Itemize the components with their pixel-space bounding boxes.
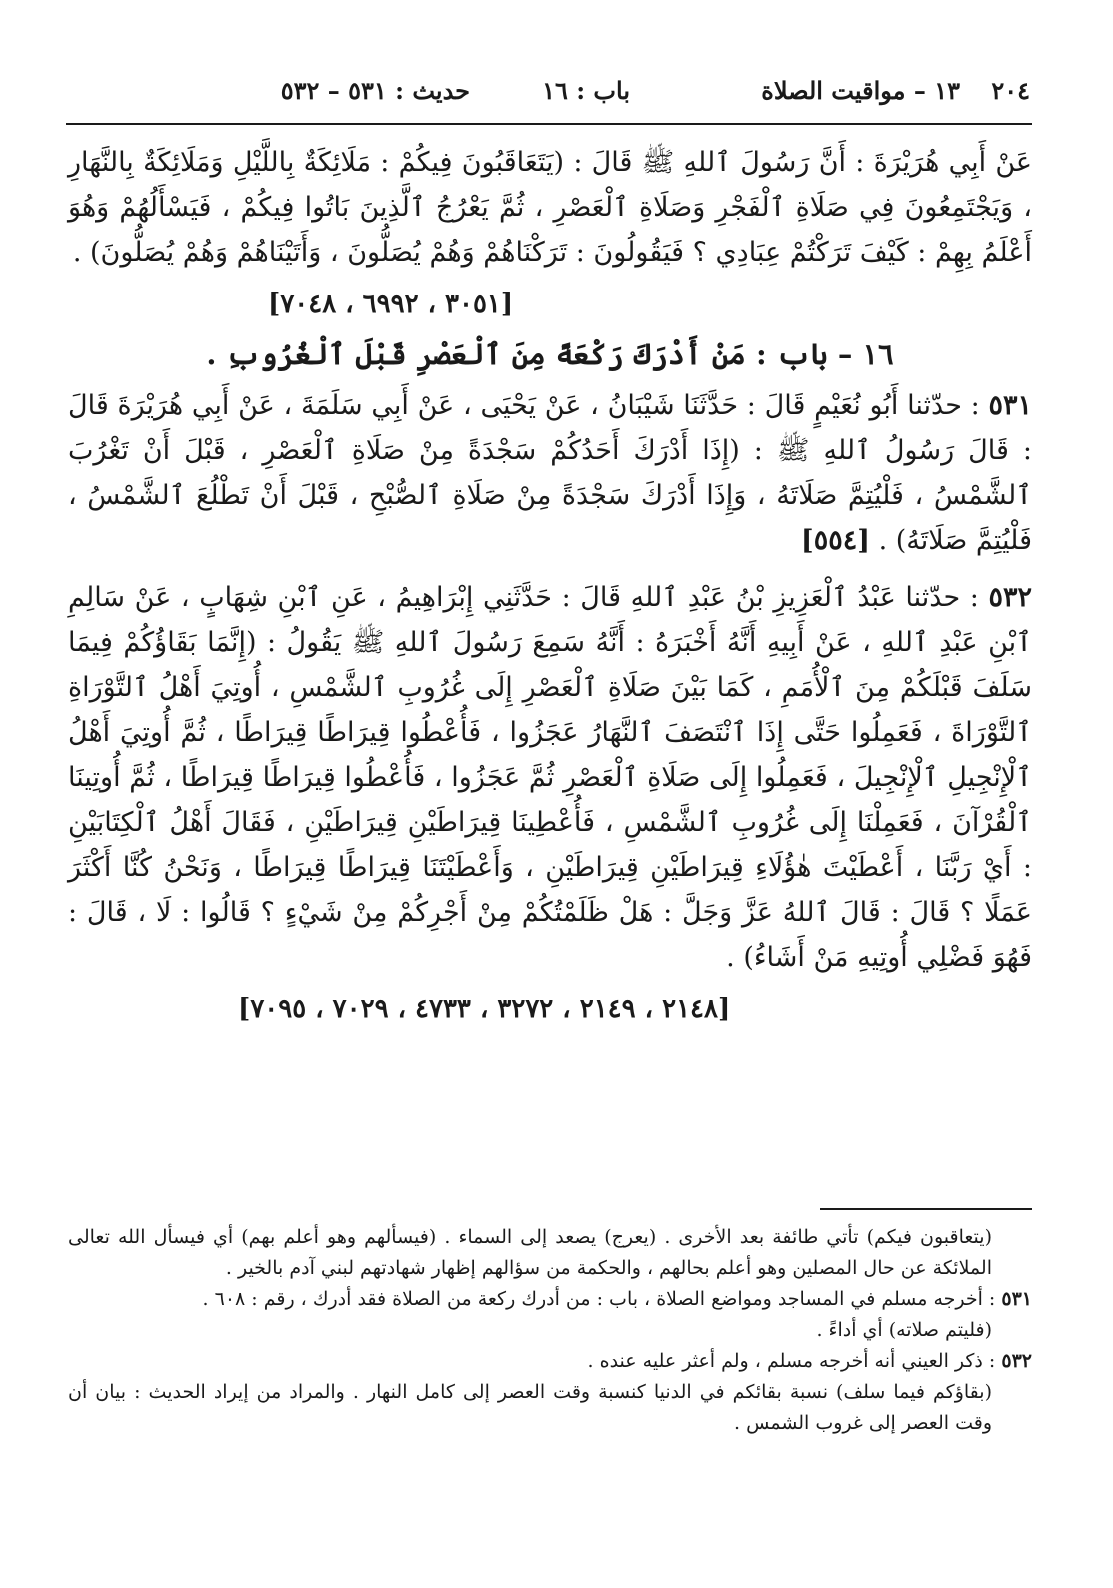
hadith-range: حديث : ٥٣١ – ٥٣٢ [280,76,470,105]
header-divider [66,123,1032,125]
chapter-heading: ١٦ – باب : مَنْ أَدْرَكَ رَكْعَةً مِنَ ٱلْعَصْرِ قَبْلَ ٱلْغُرُوبِ . [206,337,894,371]
footnote-531 [68,1284,1032,1315]
hadith-532-text: : حدّثنا عَبْدُ ٱلْعَزِيزِ بْنُ عَبْدِ ٱللهِ قَالَ : حَدَّثَنِي إِبْرَاهِيمُ ، عَنِ ٱبْنِ شِهَابٍ ، عَنْ سَالِمِ ٱبْنِ عَبْدِ ٱللهِ ، عَنْ أَبِيهِ أَنَّهُ أَخْبَرَهُ : أَنَّهُ سَمِعَ رَسُولَ ٱللهِ ﷺ يَقُولُ : (إِنَّمَا بَقَاؤُكُمْ فِيمَا سَلَفَ قَبْلَكُمْ مِنَ ٱلْأُمَمِ ، كَمَا بَيْنَ صَلَاةِ ٱلْعَصْرِ إِلَى غُرُوبِ ٱلشَّمْسِ ، أُوتِيَ أَهْلُ ٱلتَّوْرَاةِ ٱلتَّوْرَاةَ ، فَعَمِلُوا حَتَّى إِذَا ٱنْتَصَفَ ٱلنَّهَارُ عَجَزُوا ، فَأُعْطُوا قِيرَاطًا قِيرَاطًا ، ثُمَّ أُوتِيَ أَهْلُ ٱلْإِنْجِيلِ ٱلْإِنْجِيلَ ، فَعَمِلُوا إِلَى صَلَاةِ ٱلْعَصْرِ ثُمَّ عَجَزُوا ، فَأُعْطُوا قِيرَاطًا قِيرَاطًا ، ثُمَّ أُوتِينَا ٱلْقُرْآنَ ، فَعَمِلْنَا إِلَى غُرُوبِ ٱلشَّمْسِ ، فَأُعْطِينَا قِيرَاطَيْنِ قِيرَاطَيْنِ ، فَقَالَ أَهْلُ ٱلْكِتَابَيْنِ : أَيْ رَبَّنَا ، أَعْطَيْتَ هٰؤُلَاءِ قِيرَاطَيْنِ قِيرَاطَيْنِ ، وَأَعْطَيْتَنَا قِيرَاطًا قِيرَاطًا ، وَنَحْنُ كُنَّا أَكْثَرَ عَمَلًا ؟ قَالَ : قَالَ ٱللهُ عَزَّ وَجَلَّ : هَلْ ظَلَمْتُكُمْ مِنْ أَجْرِكُمْ مِنْ شَيْءٍ ؟ قَالُوا : لَا ، قَالَ : فَهُوَ فَضْلِي أُوتِيهِ مَنْ أَشَاءُ) . [68,582,1032,973]
hadith-532-number: ٥٣٢ [988,582,1032,613]
page-header [70,72,1030,112]
chapter-title: ١٣ – مواقيت الصلاة [761,76,960,105]
footnote-532-text: : ذكر العيني أنه أخرجه مسلم ، ولم أعثر عليه عنده . [587,1350,996,1372]
footnote-532 [68,1346,1032,1377]
hadith-531 [68,383,1032,563]
footnote-532-number: ٥٣٢ [1001,1350,1032,1372]
hadith-531-text: : حدّثنا أَبُو نُعَيْمٍ قَالَ : حَدَّثَنَا شَيْبَانُ ، عَنْ يَحْيَى ، عَنْ أَبِي سَلَمَةَ ، عَنْ أَبِي هُرَيْرَةَ قَالَ : قَالَ رَسُولُ ٱللهِ ﷺ : (إِذَا أَدْرَكَ أَحَدُكُمْ سَجْدَةً مِنْ صَلَاةِ ٱلْعَصْرِ ، قَبْلَ أَنْ تَغْرُبَ ٱلشَّمْسُ ، فَلْيُتِمَّ صَلَاتَهُ ، وَإِذَا أَدْرَكَ سَجْدَةً مِنْ صَلَاةِ ٱلصُّبْحِ ، قَبْلَ أَنْ تَطْلُعَ ٱلشَّمْسُ ، فَلْيُتِمَّ صَلَاتَهُ) . [68,390,1032,556]
footnote-532-b: (بقاؤكم فيما سلف) نسبة بقائكم في الدنيا كنسبة وقت العصر إلى كامل النهار . والمراد من إيراد الحديث : بيان أن وقت العصر إلى غروب الشمس . [68,1381,992,1434]
footnote-1: (يتعاقبون فيكم) تأتي طائفة بعد الأخرى . (يعرج) يصعد إلى السماء . (فيسألهم وهو أعلم بهم) أي فيسأل الله تعالى الملائكة عن حال المصلين وهو أعلم بحالهم ، والحكمة من سؤالهم إظهار شهادتهم لبني آدم بالخير . [68,1226,992,1279]
hadith-532-refs: [٢١٤٨ ، ٢١٤٩ ، ٣٢٧٢ ، ٤٧٣٣ ، ٧٠٢٩ ، ٧٠٩٥] [238,994,731,1024]
footnote-531-text: : أخرجه مسلم في المساجد ومواضع الصلاة ، باب : من أدرك ركعة من الصلاة فقد أدرك ، رقم : ٦٠٨ . [202,1288,996,1310]
main-text [68,140,1032,1030]
hadith-531-number: ٥٣١ [988,390,1032,421]
hadith-530-refs: [٣٠٥١ ، ٦٩٩٢ ، ٧٠٤٨] [268,289,514,319]
bab-number: باب : ١٦ [542,76,630,105]
hadith-532 [68,575,1032,980]
footnote-divider [820,1208,1032,1210]
footnote-531-b: (فليتم صلاته) أي أداءً . [816,1319,992,1341]
hadith-530-text: عَنْ أَبِي هُرَيْرَةَ : أَنَّ رَسُولَ ٱللهِ ﷺ قَالَ : (يَتَعَاقَبُونَ فِيكُمْ : مَلَائِكَةٌ بِاللَّيْلِ وَمَلَائِكَةٌ بِالنَّهَارِ ، وَيَجْتَمِعُونَ فِي صَلَاةِ ٱلْفَجْرِ وَصَلَاةِ ٱلْعَصْرِ ، ثُمَّ يَعْرُجُ ٱلَّذِينَ بَاتُوا فِيكُمْ ، فَيَسْأَلُهُمْ وَهُوَ أَعْلَمُ بِهِمْ : كَيْفَ تَرَكْتُمْ عِبَادِي ؟ فَيَقُولُونَ : تَرَكْنَاهُمْ وَهُمْ يُصَلُّونَ ، وَأَتَيْنَاهُمْ وَهُمْ يُصَلُّونَ) . [68,147,1032,268]
footnote-531-number: ٥٣١ [1001,1288,1032,1310]
hadith-531-refs: [٥٥٤] [800,525,870,556]
page-number: ٢٠٤ [991,76,1030,105]
footnotes [68,1222,1032,1439]
